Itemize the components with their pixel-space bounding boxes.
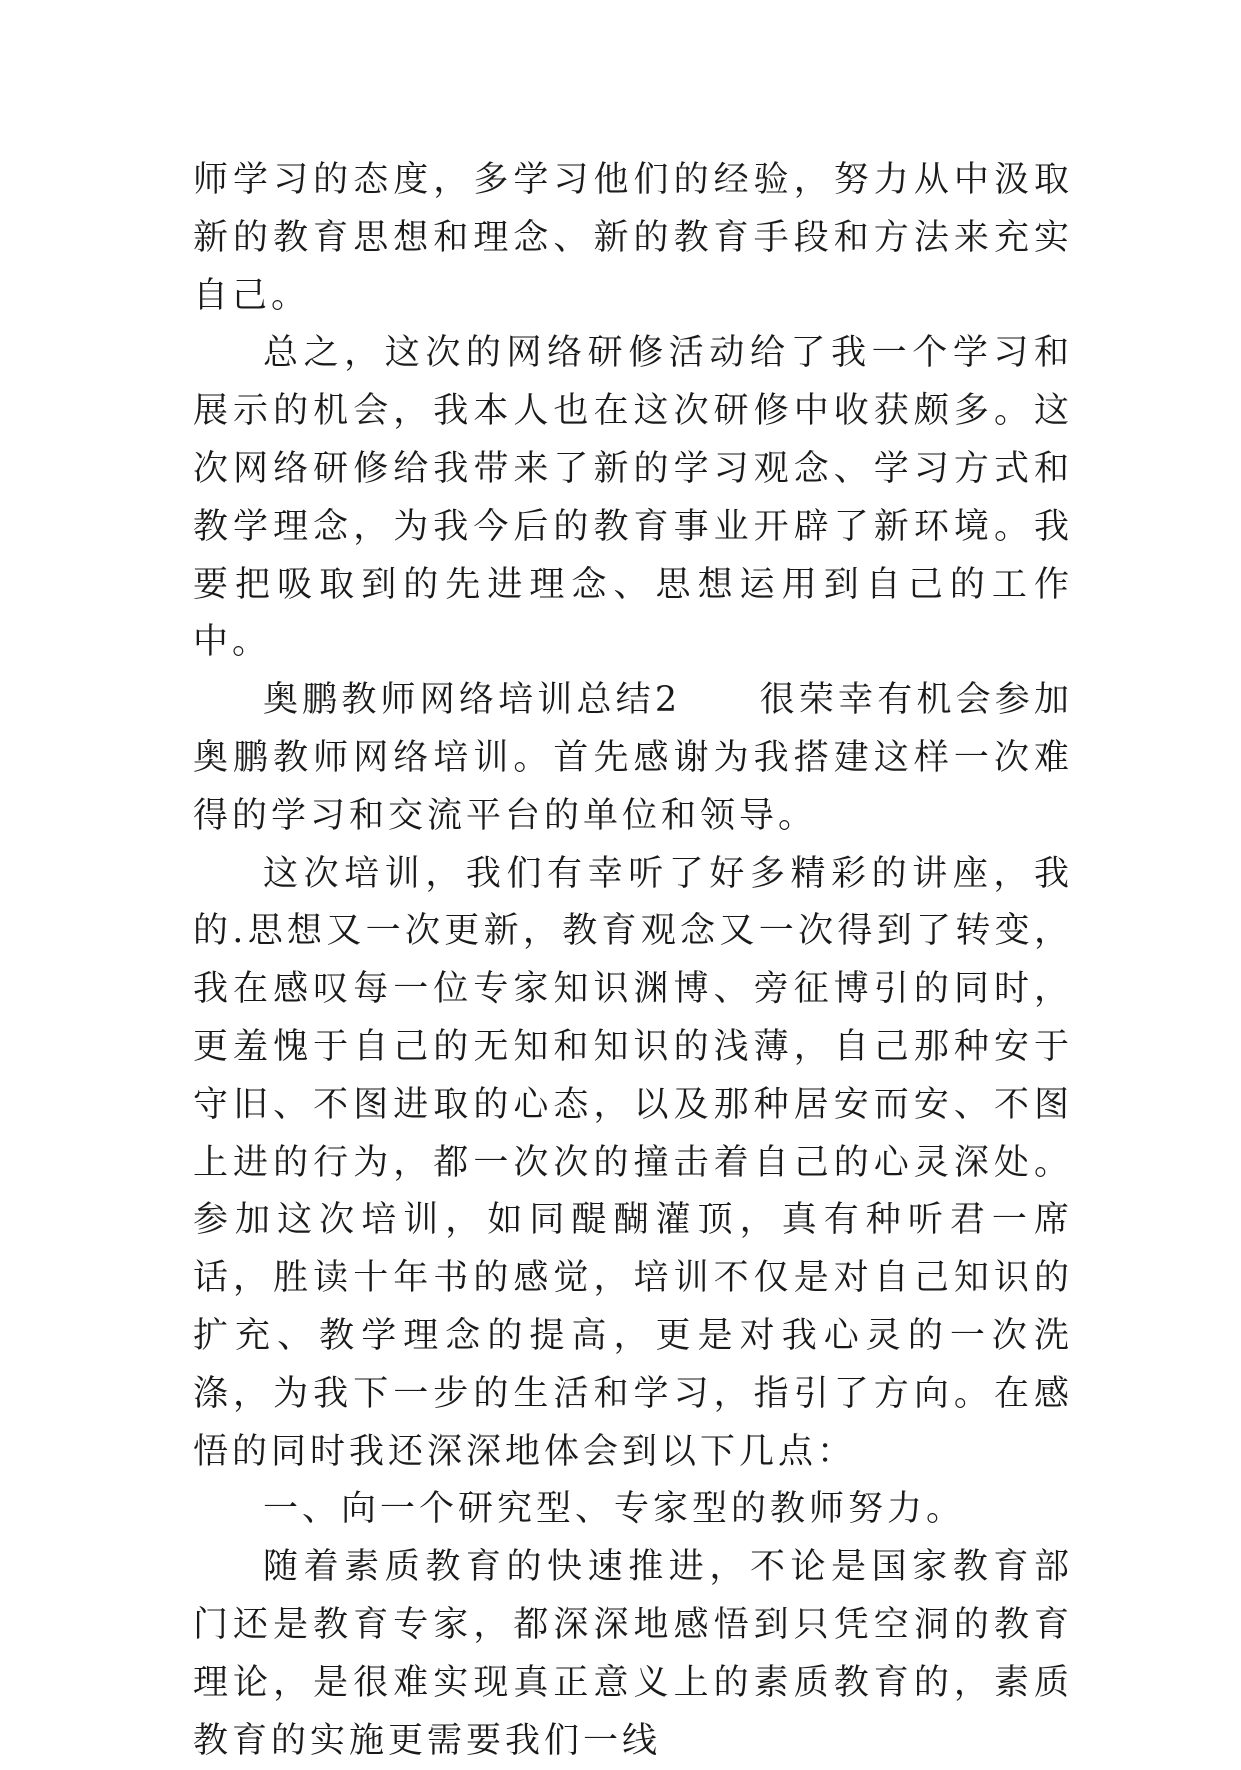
paragraph-training-reflection: 这次培训，我们有幸听了好多精彩的讲座，我的.思想又一次更新，教育观念又一次得到了转变，我在感叹每一位专家知识渊博、旁征博引的同时，更羞愧于自己的无知和知识的浅薄，自己那种安于守旧、不图进取的心态，以及那种居安而安、不图上进的行为，都一次次的撞击着自己的心灵深处。参加这次培训，如同醍醐灌顶，真有种听君一席话，胜读十年书的感觉，培训不仅是对自己知识的扩充、教学理念的提高，更是对我心灵的一次洗涤，为我下一步的生活和学习，指引了方向。在感悟的同时我还深深地体会到以下几点： bbox=[193, 853, 1073, 1472]
document-body bbox=[193, 152, 1073, 1770]
paragraph-continuation: 师学习的态度，多学习他们的经验，努力从中汲取新的教育思想和理念、新的教育手段和方法来充实自己。 bbox=[193, 160, 1073, 316]
paragraph-summary-2-intro: 奥鹏教师网络培训总结2 很荣幸有机会参加奥鹏教师网络培训。首先感谢为我搭建这样一次难得的学习和交流平台的单位和领导。 bbox=[193, 680, 1073, 836]
paragraph-summary: 总之，这次的网络研修活动给了我一个学习和展示的机会，我本人也在这次研修中收获颇多。这次网络研修给我带来了新的学习观念、学习方式和教学理念，为我今后的教育事业开辟了新环境。我要把吸取到的先进理念、思想运用到自己的工作中。 bbox=[193, 333, 1073, 663]
paragraph-point-one-heading: 一、向一个研究型、专家型的教师努力。 bbox=[263, 1489, 966, 1530]
paragraph-quality-education: 随着素质教育的快速推进，不论是国家教育部门还是教育专家，都深深地感悟到只凭空洞的教育理论，是很难实现真正意义上的素质教育的，素质教育的实施更需要我们一线 bbox=[193, 1547, 1073, 1761]
